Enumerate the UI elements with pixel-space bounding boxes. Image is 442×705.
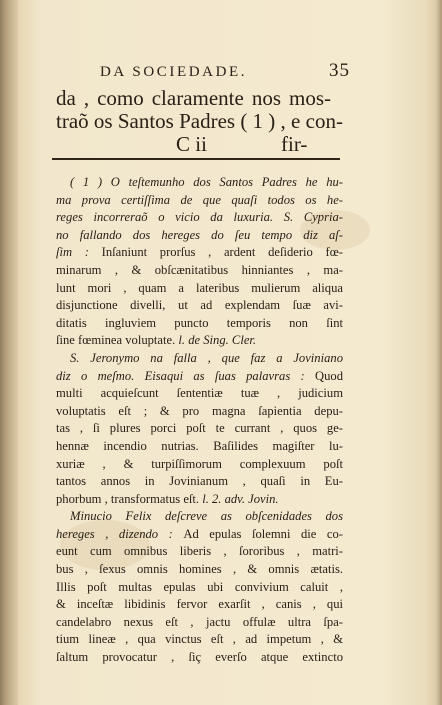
footnote-roman-text: tium lineæ , qua vinctus eſt , ad impetum , & xyxy=(56,632,343,647)
footnote-line xyxy=(56,332,343,350)
footnote-line xyxy=(56,192,343,210)
footnote-roman-text: minarum , & obſcænitatibus hinniantes , ma- xyxy=(56,262,343,277)
footnote-line xyxy=(56,227,343,245)
page-number: 35 xyxy=(329,60,350,81)
footnote-roman-text: xuriæ , & turpiſſimorum complexuum poſt xyxy=(56,456,343,471)
footnote xyxy=(56,174,343,667)
footnote-line xyxy=(56,368,343,386)
footnote-italic-text: l. 2. adv. Jovin. xyxy=(202,491,279,506)
signature-row xyxy=(56,132,331,156)
body-text-line: traõ os Santos Padres ( 1 ) , e con- xyxy=(56,109,343,133)
footnote-italic-text: hereges , dizendo : xyxy=(56,526,184,541)
footnote-line xyxy=(56,614,343,632)
footnote-italic-text: l. de Sing. Cler. xyxy=(178,333,257,348)
footnote-line xyxy=(56,209,343,227)
catchword: fir- xyxy=(281,132,308,156)
footnote-line xyxy=(56,174,343,192)
page-edge-shadow xyxy=(436,0,442,705)
footnote-line xyxy=(56,262,343,280)
body-text-line: da , como claramente nos mos- xyxy=(56,86,331,110)
footnote-italic-text: ( 1 ) O teſtemunho dos Santos Padres he hu- xyxy=(70,175,343,189)
page-gutter-shadow xyxy=(0,0,18,705)
footnote-line xyxy=(56,579,343,597)
footnote-rule xyxy=(52,158,340,160)
footnote-line xyxy=(56,491,343,509)
footnote-roman-text: tas , ſi plures porci poſt te currant , quos ge- xyxy=(56,421,343,436)
footnote-italic-text: ſim : xyxy=(56,245,102,260)
footnote-line xyxy=(56,631,343,649)
footnote-roman-text: disjunctione divelli, ut ad explendam ſuæ avi- xyxy=(56,298,343,313)
footnote-line xyxy=(56,315,343,333)
footnote-roman-text: hennæ incendio nutrias. Baſilides magiſter lu- xyxy=(56,438,343,453)
running-head xyxy=(100,60,350,82)
footnote-line xyxy=(56,280,343,298)
footnote-italic-text: Minucio Felix deſcreve as obſcenidades dos xyxy=(70,509,343,524)
footnote-line xyxy=(56,403,343,421)
footnote-line xyxy=(56,561,343,579)
footnote-line xyxy=(56,244,343,262)
footnote-roman-text: Illis poſt multas epulas ubi convivium caluit , xyxy=(56,579,343,594)
footnote-roman-text: ſaltum provocatur , ſiç everſo atque extincto xyxy=(56,650,343,665)
footnote-italic-text: diz o meſmo. Eisaqui as ſuas palavras : xyxy=(56,368,315,383)
footnote-line xyxy=(56,543,343,561)
footnote-roman-text: candelabro nexus eſt , jactu offulæ ultra ſpa- xyxy=(56,614,343,629)
footnote-roman-text: multi acquieſcunt ſententiæ tuæ , judicium xyxy=(56,386,343,401)
footnote-italic-text: reges incorreraõ o vicio da luxuria. S. Cypria- xyxy=(56,210,343,225)
footnote-line xyxy=(56,456,343,474)
footnote-italic-text: S. Jeronymo na falla , que faz a Joviniano xyxy=(70,350,343,365)
footnote-line xyxy=(56,649,343,667)
footnote-line xyxy=(56,438,343,456)
footnote-roman-text: ditatis ingluviem puncto temporis non ſint xyxy=(56,315,343,330)
footnote-roman-text: phorbum , transformatus eſt. xyxy=(56,491,203,506)
footnote-italic-text: ma prova certiſſima de que quaſi todos os he- xyxy=(56,192,343,207)
footnote-line xyxy=(56,385,343,403)
running-title: DA SOCIEDADE. xyxy=(100,64,248,80)
footnote-roman-text: voluptatis eſt ; & pro magna ſapientia depu- xyxy=(56,403,343,418)
footnote-roman-text: eunt cum omnibus liberis , ſororibus , matri- xyxy=(56,544,343,559)
footnote-line xyxy=(56,473,343,491)
footnote-italic-text: no fallando dos hereges do ſeu tempo diz aſ- xyxy=(56,227,343,242)
footnote-line xyxy=(56,508,343,526)
footnote-line xyxy=(56,420,343,438)
footnote-roman-text: tantos annos in Jovinianum , quaſi in Eu- xyxy=(56,474,343,489)
footnote-line xyxy=(56,526,343,544)
footnote-roman-text: lunt mori , quam a lateribus mulierum aliqua xyxy=(56,280,343,295)
footnote-roman-text: Ad epulas ſolemni die co- xyxy=(183,526,343,541)
footnote-line xyxy=(56,297,343,315)
footnote-roman-text: Quod xyxy=(315,368,343,383)
signature-mark: C ii xyxy=(176,132,207,156)
footnote-roman-text: bus , ſexus omnis homines , & omnis ætatis. xyxy=(56,562,343,577)
footnote-roman-text: & inceſtæ libidinis fervor exarſit , canis , qui xyxy=(56,597,343,612)
footnote-roman-text: ſine fœminea voluptate. xyxy=(56,333,179,348)
footnote-roman-text: Inſaniunt prorſus , ardent deſiderio fœ- xyxy=(101,245,343,260)
footnote-line xyxy=(56,350,343,368)
footnote-line xyxy=(56,596,343,614)
